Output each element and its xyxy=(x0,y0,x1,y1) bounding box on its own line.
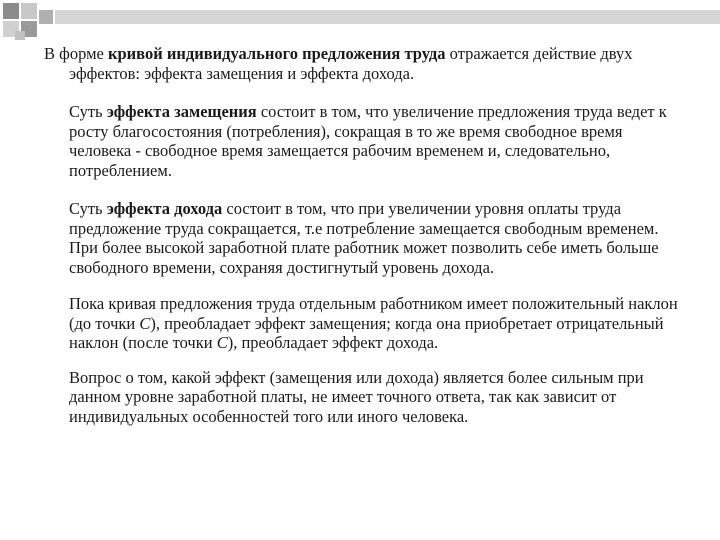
curve-text-2: ), преобладает эффект замещения; когда она приобретает отрицательный наклон (после точки xyxy=(69,313,664,352)
substitution-bold-term: эффекта замещения xyxy=(106,102,257,121)
slide-content xyxy=(44,44,684,426)
question-text: Вопрос о том, какой эффект (замещения или дохода) является более сильным при данном уровне заработной платы, не имеет точного ответа, так как зависит от индивидуальных особенностей того или иного человека. xyxy=(69,367,644,426)
income-text-1: Суть xyxy=(69,199,107,218)
question-paragraph xyxy=(44,368,684,427)
decorative-squares-icon xyxy=(0,0,720,40)
income-paragraph xyxy=(44,199,684,277)
substitution-paragraph xyxy=(44,102,684,180)
intro-text-1: В форме xyxy=(44,44,108,63)
substitution-text-2: состоит в том, что увеличение предложения труда ведет к росту благосостояния (потребления), сокращая в то же время свободное время человека - свободное время замещается рабочим временем и, следовательно, потреблением. xyxy=(69,102,667,180)
intro-paragraph xyxy=(44,44,684,83)
curve-text-1: Пока кривая предложения труда отдельным работником имеет положительный наклон (до точки xyxy=(69,294,678,333)
curve-text-3: ), преобладает эффект дохода. xyxy=(227,333,439,352)
intro-text-2: отражается действие двух эффектов: эффекта замещения и эффекта дохода. xyxy=(69,44,633,83)
substitution-text-1: Суть xyxy=(69,102,107,121)
curve-point-1: С xyxy=(139,313,151,333)
income-bold-term: эффекта дохода xyxy=(106,199,223,218)
curve-paragraph xyxy=(44,294,684,353)
income-text-2: состоит в том, что при увеличении уровня оплаты труда предложение труда сокращается, т.е потребление замещается свободным временем. При более высокой заработной плате работник может позволить себе иметь больше свободного времени, сохраняя достигнутый уровень дохода. xyxy=(69,199,659,277)
intro-bold-term: кривой индивидуального предложения труда xyxy=(107,44,446,63)
curve-point-2: С xyxy=(216,333,228,352)
